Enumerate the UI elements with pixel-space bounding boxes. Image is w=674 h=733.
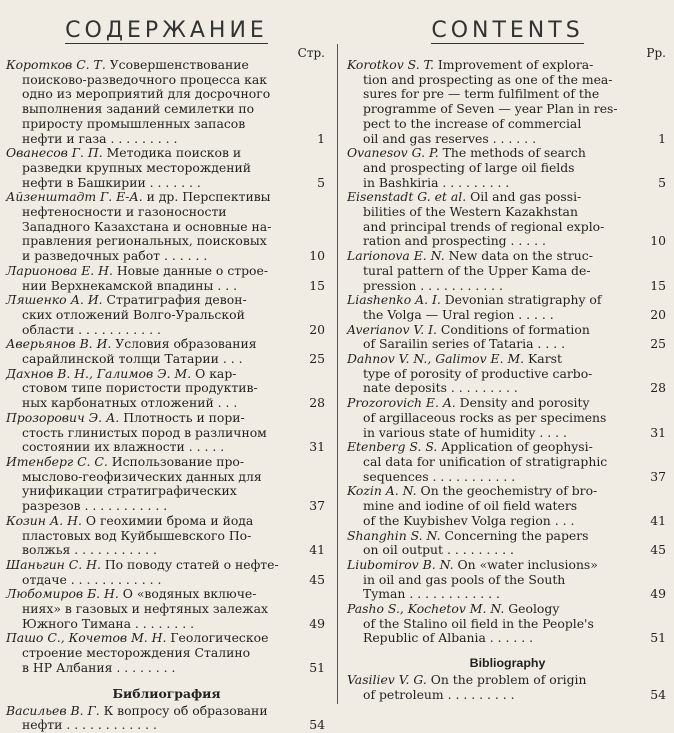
toc-entry-page-number: 28: [650, 380, 666, 396]
toc-entry-author: Pasho S., Kochetov M. N.: [347, 602, 505, 617]
toc-entry-line: [0, 602, 333, 617]
toc-entry[interactable]: [341, 323, 674, 352]
toc-entry[interactable]: [0, 190, 333, 264]
english-title-text: CONTENTS: [431, 18, 584, 43]
toc-entry-author: Ovanesov G. P.: [347, 146, 439, 161]
toc-entry-line: [0, 440, 333, 455]
toc-entry[interactable]: [341, 602, 674, 646]
toc-entry-line: [341, 352, 674, 367]
toc-entry-line: [0, 499, 333, 514]
toc-entry-text: in Bashkiria . . . . . . . . .: [363, 175, 510, 190]
toc-entry-text: of the Kuybishev Volga region . . .: [363, 513, 575, 528]
toc-entry-text: on oil output . . . . . . . . .: [363, 543, 514, 558]
toc-entry[interactable]: [341, 440, 674, 484]
toc-entry-text: On «water inclusions»: [453, 557, 598, 572]
toc-entry-text: нефти в Башкирии . . . . . . .: [22, 175, 201, 190]
toc-entry-text: нефти . . . . . . . . . . . .: [22, 718, 157, 733]
toc-entry-text: Усовершенствование: [105, 58, 249, 72]
toc-entry-text: Условия образования: [111, 337, 257, 352]
toc-entry-line: [341, 234, 674, 249]
toc-entry-line: [341, 367, 674, 382]
toc-entry-line: [341, 455, 674, 470]
toc-entry-line: [341, 279, 674, 294]
toc-entry-line: [0, 718, 333, 733]
toc-entry-author: Ляшенко А. И.: [6, 293, 103, 308]
toc-entry-line: [341, 73, 674, 88]
toc-entry-text: О «водяных включе-: [118, 587, 257, 602]
toc-entry-line: [341, 543, 674, 558]
toc-entry[interactable]: [0, 146, 333, 190]
toc-entry-page-number: 1: [658, 130, 666, 146]
toc-entry-line: [0, 176, 333, 191]
toc-entry-text: отдаче . . . . . . . . . . . .: [22, 572, 162, 587]
toc-entry-line: [341, 323, 674, 338]
toc-entry-page-number: 31: [650, 424, 666, 440]
toc-entry[interactable]: [0, 264, 333, 293]
toc-entry-line: [0, 205, 333, 220]
toc-entry-author: Shanghin S. N.: [347, 528, 441, 543]
toc-entry-line: [0, 264, 333, 279]
toc-entry-line: [0, 558, 333, 573]
toc-entry[interactable]: [0, 337, 333, 366]
toc-entry-page-number: 41: [309, 542, 325, 558]
toc-entry-line: [0, 234, 333, 249]
toc-entry-line: [0, 411, 333, 426]
toc-entry-page-number: 20: [309, 321, 325, 337]
toc-entry-text: Плотность и пори-: [119, 410, 245, 425]
toc-entry-line: [0, 396, 333, 411]
toc-entry[interactable]: [0, 587, 333, 631]
toc-entry-text: in various state of humidity . . . .: [363, 425, 567, 440]
toc-entry-line: [341, 205, 674, 220]
toc-entry-line: [341, 573, 674, 588]
toc-entry-text: нии Верхнекамской впадины . . .: [22, 278, 238, 293]
toc-entry-author: Eisenstadt G. et al.: [347, 190, 467, 205]
toc-entry[interactable]: [0, 704, 333, 733]
toc-entry-author: Larionova E. N.: [347, 249, 445, 264]
toc-entry-line: [341, 117, 674, 132]
toc-entry-text: ration and prospecting . . . . .: [363, 234, 546, 249]
toc-entry[interactable]: [341, 673, 674, 702]
toc-entry-author: Прозорович Э. А.: [6, 410, 120, 425]
toc-entry-page-number: 54: [650, 686, 666, 702]
toc-entry-line: [341, 558, 674, 573]
toc-entry-text: Стратиграфия девон-: [102, 293, 247, 308]
toc-entry-text: состоянии их влажности . . . . .: [22, 440, 225, 455]
toc-entry-text: нефти и газа . . . . . . . . .: [22, 131, 178, 146]
toc-entry-author: Liubomirov B. N.: [347, 557, 454, 572]
toc-entry-text: tural pattern of the Upper Kama de-: [363, 263, 591, 278]
toc-entry-text: of Sarailin series of Tataria . . . .: [363, 337, 566, 352]
toc-entry-line: [341, 529, 674, 544]
toc-entry[interactable]: [0, 631, 333, 675]
toc-entry-line: [0, 337, 333, 352]
toc-entry-line: [0, 308, 333, 323]
toc-entry-line: [0, 220, 333, 235]
toc-entry-page-number: 10: [650, 233, 666, 249]
toc-entry-page-number: 31: [309, 439, 325, 455]
toc-entry-line: [0, 73, 333, 88]
toc-entry-author: Дахнов В. Н., Галимов Э. М.: [6, 366, 192, 381]
toc-entry-line: [341, 484, 674, 499]
toc-entry-author: Ованесов Г. П.: [6, 146, 103, 161]
toc-entry-author: Коротков С. Т.: [6, 58, 106, 72]
toc-entry-text: in oil and gas pools of the South: [363, 572, 566, 587]
toc-entry-author: Пашо С., Кочетов М. Н.: [6, 631, 167, 646]
toc-entry-author: Аверьянов В. И.: [6, 337, 112, 352]
toc-entry-text: of argillaceous rocks as per specimens: [363, 410, 607, 425]
toc-entry-line: [0, 117, 333, 132]
toc-entry-author: Vasiliev V. G.: [347, 673, 427, 688]
toc-entry-text: ниях» в газовых и нефтяных залежах: [22, 602, 268, 617]
toc-entry-line: [341, 673, 674, 688]
toc-entry-page-number: 15: [309, 277, 325, 293]
toc-entry[interactable]: [341, 484, 674, 528]
toc-entry-author: Айзенштадт Г. Е-А.: [6, 190, 143, 205]
toc-entry-text: and principal trends of regional explo-: [363, 219, 605, 234]
toc-entry[interactable]: [341, 396, 674, 440]
toc-entry-line: [341, 102, 674, 117]
toc-entry-text: tion and prospecting as one of the mea-: [363, 72, 613, 87]
toc-entry-text: разрезов . . . . . . . . . . .: [22, 499, 168, 514]
toc-entry-author: Averianov V. I.: [347, 322, 437, 337]
toc-entry-line: [0, 161, 333, 176]
toc-entry-text: sures for pre — term fulfilment of the: [363, 87, 600, 102]
toc-entry-text: programme of Seven — year Plan in res-: [363, 102, 618, 117]
toc-entry-text: On the problem of origin: [426, 673, 587, 688]
toc-entry-page-number: 54: [309, 717, 325, 733]
toc-entry-line: [341, 176, 674, 191]
toc-entry-line: [0, 514, 333, 529]
toc-entry-text: разведки крупных месторождений: [22, 160, 251, 175]
toc-entry-text: Oil and gas possi-: [466, 190, 582, 205]
toc-entry-line: [341, 688, 674, 703]
toc-entry-line: [341, 514, 674, 529]
toc-entry-text: pect to the increase of commercial: [363, 116, 582, 131]
toc-entry-text: О кар-: [191, 366, 237, 381]
toc-entry[interactable]: [0, 411, 333, 455]
toc-entry-page-number: 45: [650, 542, 666, 558]
toc-entry-author: Любомиров Б. Н.: [6, 587, 119, 602]
toc-entry-text: Geology: [504, 602, 560, 617]
toc-entry[interactable]: [341, 146, 674, 190]
toc-entry-author: Kozin A. N.: [347, 484, 417, 499]
toc-entry-author: Etenberg S. S.: [347, 440, 438, 455]
toc-entry-text: О геохимии брома и йода: [81, 513, 254, 528]
toc-entry-text: сарайлинской толщи Татарии . . .: [22, 352, 243, 367]
toc-entry[interactable]: [0, 558, 333, 587]
toc-entry-author: Козин А. Н.: [6, 513, 82, 528]
toc-entry-page-number: 10: [309, 248, 325, 264]
toc-entry-page-number: 49: [650, 586, 666, 602]
toc-entry-line: [0, 249, 333, 264]
toc-entry-line: [0, 279, 333, 294]
toc-entry-line: [0, 661, 333, 676]
toc-entry-text: области . . . . . . . . . . .: [22, 322, 161, 337]
toc-entry-author: Dahnov V. N., Galimov E. M.: [347, 352, 525, 367]
toc-entry[interactable]: [341, 190, 674, 249]
toc-entry-text: sequences . . . . . . . . . . .: [363, 469, 516, 484]
toc-entry-page-number: 49: [309, 615, 325, 631]
toc-entry-text: nate deposits . . . . . . . . .: [363, 381, 518, 396]
russian-title-text: СОДЕРЖАНИЕ: [65, 18, 268, 43]
toc-entry-text: в НР Албания . . . . . . . .: [22, 660, 176, 675]
toc-entry-line: [341, 87, 674, 102]
toc-entry[interactable]: [341, 529, 674, 558]
toc-entry-author: Korotkov S. T.: [347, 58, 434, 72]
toc-entry-author: Liashenko A. I.: [347, 293, 441, 308]
toc-entry-page-number: 51: [309, 659, 325, 675]
toc-entry-text: Devonian stratigraphy of: [440, 293, 602, 308]
toc-entry-text: type of porosity of productive carbo-: [363, 366, 593, 381]
toc-entry[interactable]: [0, 293, 333, 337]
toc-entry-text: мыслово-геофизических данных для: [22, 469, 262, 484]
toc-entry-text: On the geochemistry of bro-: [416, 484, 598, 499]
toc-entry-line: [341, 440, 674, 455]
toc-entry-page-number: 37: [650, 468, 666, 484]
toc-entry-text: ных карбонатных отложений . . .: [22, 396, 238, 411]
toc-entry[interactable]: [341, 352, 674, 396]
toc-entry-line: [341, 411, 674, 426]
toc-entry-line: [0, 587, 333, 602]
toc-entry-line: [341, 249, 674, 264]
toc-entry-text: The methods of search: [438, 146, 586, 161]
toc-entry-text: of petroleum . . . . . . . . .: [363, 687, 515, 702]
toc-entry-text: стость глинистых пород в различном: [22, 425, 267, 440]
toc-entry-page-number: 28: [309, 395, 325, 411]
toc-entry[interactable]: [341, 293, 674, 322]
toc-entry-line: [0, 367, 333, 382]
column-divider: [337, 44, 338, 704]
toc-entry-line: [0, 573, 333, 588]
toc-entry-text: выполнения заданий семилетки по: [22, 102, 255, 117]
english-page-header: Pp.: [646, 46, 666, 60]
toc-entry-text: Южного Тимана . . . . . . . .: [22, 616, 195, 631]
toc-entry-text: Западного Казахстана и основные на-: [22, 219, 272, 234]
bibliography-heading: Библиография: [112, 685, 221, 701]
toc-entry-text: пластовых вод Куйбышевского По-: [22, 528, 252, 543]
toc-entry[interactable]: [341, 249, 674, 293]
toc-entry-text: и разведочных работ . . . . . .: [22, 249, 208, 264]
english-entries: [341, 58, 674, 703]
toc-entry-page-number: 5: [658, 174, 666, 190]
toc-entry[interactable]: [341, 558, 674, 602]
toc-entry-text: mine and iodine of oil field waters: [363, 499, 578, 514]
toc-entry-text: oil and gas reserves . . . . . .: [363, 131, 537, 146]
toc-entry-line: [0, 132, 333, 147]
toc-entry-text: and prospecting of large oil fields: [363, 160, 575, 175]
toc-entry-page-number: 41: [650, 512, 666, 528]
toc-entry[interactable]: [0, 514, 333, 558]
toc-entry-line: [0, 455, 333, 470]
toc-entry-line: [0, 704, 333, 719]
toc-entry-page-number: 20: [650, 306, 666, 322]
toc-entry-author: Ларионова Е. Н.: [6, 263, 113, 278]
toc-entry[interactable]: [0, 58, 333, 146]
toc-entry-line: [0, 87, 333, 102]
toc-entry-line: [341, 499, 674, 514]
toc-entry-text: По поводу статей о нефте-: [100, 557, 279, 572]
russian-entries: [0, 58, 333, 733]
toc-entry-text: Karst: [524, 352, 562, 367]
toc-entry-text: и др. Перспективы: [142, 190, 271, 205]
toc-entry-text: Tyman . . . . . . . . . . . .: [363, 587, 500, 602]
toc-entry-line: [341, 631, 674, 646]
toc-entry-text: cal data for unification of stratigraphic: [363, 454, 608, 469]
toc-entry-text: Density and porosity: [455, 396, 590, 411]
toc-entry-text: bilities of the Western Kazakhstan: [363, 205, 578, 220]
toc-entry-line: [0, 293, 333, 308]
toc-entry-line: [0, 381, 333, 396]
toc-entry-line: [341, 617, 674, 632]
toc-entry-text: поисково-разведочного процесса как: [22, 72, 268, 87]
russian-page-header: Стр.: [297, 46, 325, 60]
toc-entry-text: Методика поисков и: [102, 146, 242, 161]
toc-entry-page-number: 1: [317, 130, 325, 146]
toc-entry-line: [0, 426, 333, 441]
toc-entry-text: ских отложений Волго-Уральской: [22, 307, 245, 322]
toc-entry-page-number: 25: [650, 336, 666, 352]
toc-entry-text: одно из мероприятий для досрочного: [22, 87, 271, 102]
toc-entry-line: [0, 617, 333, 632]
toc-entry-line: [0, 646, 333, 661]
toc-entry-line: [0, 190, 333, 205]
toc-entry-text: волжья . . . . . . . . . . .: [22, 543, 157, 558]
toc-entry-line: [341, 220, 674, 235]
toc-entry-author: Васильев В. Г.: [6, 703, 100, 718]
toc-entry-line: [0, 323, 333, 338]
toc-entry-line: [0, 470, 333, 485]
toc-entry-line: [0, 102, 333, 117]
toc-entry-author: Prozorovich E. A.: [347, 396, 456, 411]
toc-entry-line: [341, 308, 674, 323]
toc-entry[interactable]: [341, 58, 674, 146]
russian-title: [0, 18, 333, 43]
toc-entry-text: правления региональных, поисковых: [22, 234, 267, 249]
toc-entry-text: строение месторождения Сталино: [22, 646, 251, 661]
toc-entry-text: Использование про-: [107, 454, 245, 469]
toc-entry-page-number: 37: [309, 498, 325, 514]
toc-entry-page-number: 45: [309, 571, 325, 587]
toc-entry-page-number: 25: [309, 351, 325, 367]
toc-entry-text: New data on the struc-: [444, 249, 593, 264]
toc-entry-text: of the Stalino oil field in the People's: [363, 616, 594, 631]
toc-entry-line: [341, 381, 674, 396]
toc-entry[interactable]: [0, 455, 333, 514]
toc-entry-line: [0, 58, 333, 73]
toc-entry-text: pression . . . . . . . . . . .: [363, 278, 503, 293]
toc-entry-text: приросту промышленных запасов: [22, 116, 246, 131]
toc-entry-line: [0, 529, 333, 544]
toc-entry-line: [341, 470, 674, 485]
toc-entry-text: Republic of Albania . . . . . .: [363, 631, 534, 646]
toc-entry-line: [0, 484, 333, 499]
toc-entry-line: [341, 293, 674, 308]
toc-entry-text: К вопросу об образовани: [99, 703, 268, 718]
toc-entry-line: [341, 264, 674, 279]
toc-entry-text: Conditions of formation: [436, 322, 590, 337]
toc-entry-line: [341, 396, 674, 411]
toc-entry-line: [341, 426, 674, 441]
toc-entry-line: [341, 132, 674, 147]
bibliography-heading: Bibliography: [469, 656, 546, 671]
toc-entry-text: Геологическое: [166, 631, 269, 646]
toc-entry-text: the Volga — Ural region . . . . .: [363, 307, 554, 322]
toc-entry-line: [341, 58, 674, 73]
toc-entry-line: [0, 146, 333, 161]
toc-entry-text: стовом типе пористости продуктив-: [22, 381, 258, 396]
toc-entry-author: Итенберг С. С.: [6, 454, 108, 469]
toc-entry-line: [341, 161, 674, 176]
toc-entry-text: Application of geophysi-: [437, 440, 593, 455]
toc-entry-text: нефтеносности и газоносности: [22, 205, 227, 220]
toc-entry-line: [341, 190, 674, 205]
toc-entry-line: [341, 337, 674, 352]
toc-entry-line: [0, 352, 333, 367]
toc-entry-line: [0, 631, 333, 646]
toc-entry-line: [341, 602, 674, 617]
toc-entry-author: Шаньгин С. Н.: [6, 557, 101, 572]
toc-entry-page-number: 15: [650, 277, 666, 293]
english-title: [341, 18, 674, 43]
toc-entry-text: Concerning the papers: [440, 528, 589, 543]
toc-entry-line: [341, 587, 674, 602]
toc-entry-text: Новые данные о строе-: [112, 263, 269, 278]
toc-entry-text: Improvement of explora-: [433, 58, 594, 72]
toc-entry-line: [0, 543, 333, 558]
toc-entry-line: [341, 146, 674, 161]
toc-entry-page-number: 5: [317, 174, 325, 190]
toc-entry[interactable]: [0, 367, 333, 411]
toc-entry-text: унификации стратиграфических: [22, 484, 237, 499]
toc-entry-page-number: 51: [650, 630, 666, 646]
